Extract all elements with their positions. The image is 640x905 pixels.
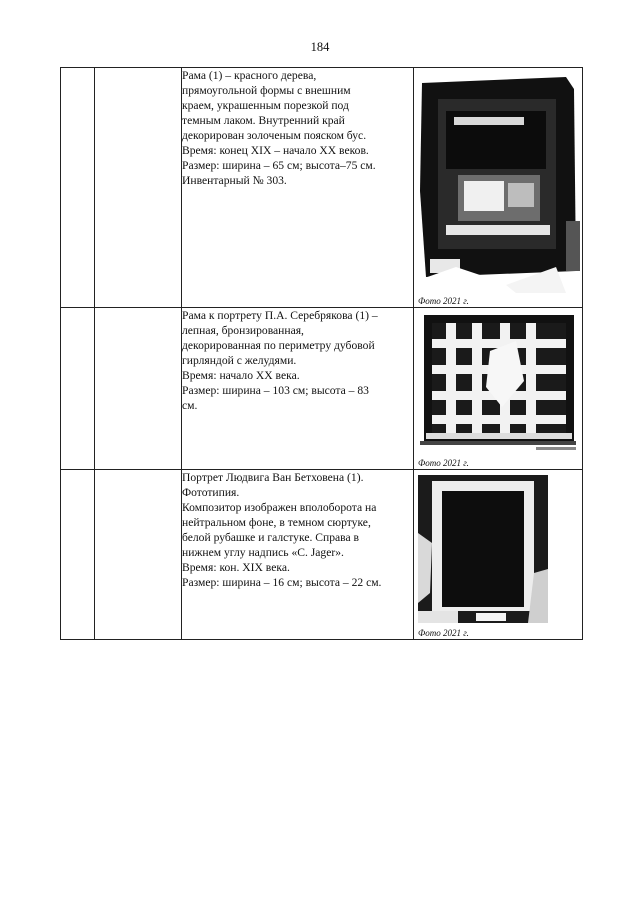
description-line: Размер: ширина – 65 см; высота–75 см. [182, 159, 376, 172]
description-line: декорированная по периметру дубовой [182, 339, 375, 352]
empty-cell [95, 470, 182, 640]
table-row [61, 68, 583, 308]
description-line: Рама к портрету П.А. Серебрякова (1) – [182, 309, 378, 322]
description-line: декорирован золоченым пояском бус. [182, 129, 367, 142]
description-line: Инвентарный № 303. [182, 174, 287, 187]
frame-photo [416, 71, 580, 293]
description-line: Портрет Людвига Ван Бетховена (1). [182, 471, 364, 484]
photo-cell [414, 308, 583, 470]
photo-caption: Фото 2021 г. [418, 628, 469, 638]
frame-photo [416, 311, 580, 455]
description-line: темным лаком. Внутренний край [182, 114, 345, 127]
description-cell [182, 308, 414, 470]
description-line: Размер: ширина – 103 см; высота – 83 [182, 384, 369, 397]
description-line: см. [182, 399, 198, 412]
page-number: 184 [310, 40, 330, 54]
catalog-table [60, 67, 583, 640]
description-line: Размер: ширина – 16 см; высота – 22 см. [182, 576, 382, 589]
index-cell [61, 470, 95, 640]
description-cell [182, 470, 414, 640]
description-line: Время: кон. XIX века. [182, 561, 290, 574]
description-line: нижнем углу надпись «C. Jager». [182, 546, 344, 559]
photo-cell [414, 68, 583, 308]
description-line: Время: конец XIX – начало XX веков. [182, 144, 369, 157]
table-row [61, 470, 583, 640]
description-line: гирляндой с желудями. [182, 354, 297, 367]
description-line: краем, украшенным порезкой под [182, 99, 349, 112]
description-line: лепная, бронзированная, [182, 324, 304, 337]
description-line: нейтральном фоне, в темном сюртуке, [182, 516, 371, 529]
table-row [61, 308, 583, 470]
photo-caption: Фото 2021 г. [418, 296, 469, 306]
description-line: Композитор изображен вполоборота на [182, 501, 377, 514]
description-line: белой рубашке и галстуке. Справа в [182, 531, 359, 544]
description-line: прямоугольной формы с внешним [182, 84, 351, 97]
empty-cell [95, 68, 182, 308]
index-cell [61, 68, 95, 308]
index-cell [61, 308, 95, 470]
description-line: Время: начало XX века. [182, 369, 300, 382]
photo-cell [414, 470, 583, 640]
empty-cell [95, 308, 182, 470]
portrait-photo [416, 473, 580, 625]
description-line: Фототипия. [182, 486, 240, 499]
photo-caption: Фото 2021 г. [418, 458, 469, 468]
description-cell [182, 68, 414, 308]
description-line: Рама (1) – красного дерева, [182, 69, 317, 82]
